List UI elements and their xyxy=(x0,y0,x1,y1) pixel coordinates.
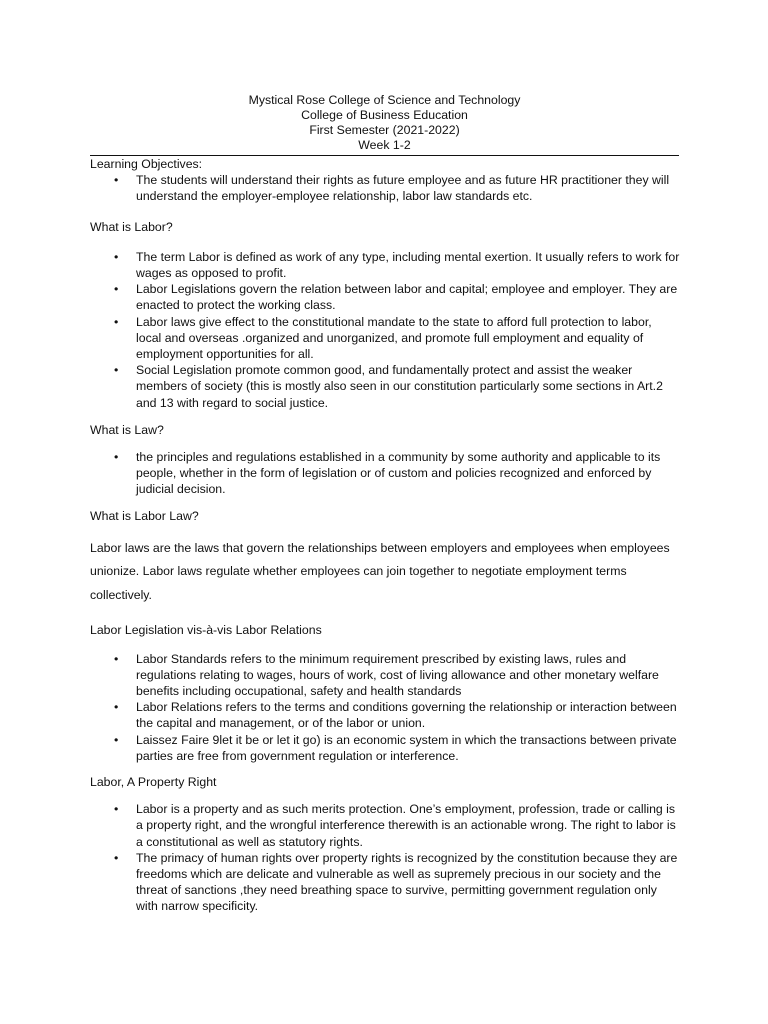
week-label: Week 1-2 xyxy=(358,138,411,152)
section-heading-law: What is Law? xyxy=(90,422,164,437)
law-list xyxy=(90,449,680,498)
section-heading-property: Labor, A Property Right xyxy=(90,774,217,789)
property-list xyxy=(90,801,680,914)
section-heading-legislation: Labor Legislation vis-à-vis Labor Relations xyxy=(90,623,322,638)
bullet-icon: • xyxy=(114,314,119,329)
list-item: • Labor laws give effect to the constitutional mandate to the state to afford full protection to labor, local and overseas .organized and unorganized, and promote full employment and equality of employment opportunities for all. xyxy=(114,314,652,362)
list-item: • The students will understand their rights as future employee and as future HR practitioner they will understand the employer-employee relationship, labor law standards etc. xyxy=(114,173,670,204)
college-name: Mystical Rose College of Science and Technology xyxy=(248,93,521,107)
objectives-list xyxy=(90,172,680,204)
bullet-icon: • xyxy=(114,850,119,865)
department-name: College of Business Education xyxy=(301,108,468,122)
list-item: • Labor is a property and as such merits protection. One’s employment, profession, trade or calling is a property right, and the wrongful interference therewith is an actionable wrong. The right to labor is a constitutional as well as statutory rights. xyxy=(114,802,676,849)
list-item: • the principles and regulations established in a community by some authority and applicable to its people, whether in the form of legislation or of custom and policies recognized and enforced by judicial decision. xyxy=(114,450,661,497)
bullet-icon: • xyxy=(114,700,119,715)
bullet-icon: • xyxy=(114,282,119,297)
document-header xyxy=(90,93,679,153)
bullet-icon: • xyxy=(114,802,119,817)
bullet-icon: • xyxy=(114,732,119,747)
list-item: • The primacy of human rights over property rights is recognized by the constitution because they are freedoms which are delicate and vulnerable as well as supremely precious in our society and the threat of sanctions ,they need breathing space to survive, permitting government regulation only with narrow specificity. xyxy=(114,850,678,914)
list-item: • The term Labor is defined as work of any type, including mental exertion. It usually refers to work for wages as opposed to profit. xyxy=(114,249,680,281)
section-heading-objectives: Learning Objectives: xyxy=(90,157,203,171)
bullet-icon: • xyxy=(114,651,119,666)
section-heading-labor-law: What is Labor Law? xyxy=(90,508,199,523)
section-heading-labor: What is Labor? xyxy=(90,219,173,234)
bullet-icon: • xyxy=(114,173,119,188)
bullet-icon: • xyxy=(114,450,119,465)
bullet-icon: • xyxy=(114,249,119,264)
labor-list xyxy=(90,249,680,411)
list-item: • Labor Legislations govern the relation between labor and capital; employee and employer. They are enacted to protect the working class. xyxy=(114,282,678,313)
list-item: • Labor Relations refers to the terms and conditions governing the relationship or interaction between the capital and management, or of the labor or union. xyxy=(114,700,677,731)
list-item: • Social Legislation promote common good, and fundamentally protect and assist the weaker members of society (this is mostly also seen in our constitution particularly some sections in Art.2 and 13 with regard to social justice. xyxy=(114,363,663,410)
list-item: • Labor Standards refers to the minimum requirement prescribed by existing laws, rules and regulations relating to wages, hours of work, cost of living allowance and other monetary welfare benefits including occupational, safety and health standards xyxy=(114,651,659,698)
list-item: • Laissez Faire 9let it be or let it go) is an economic system in which the transactions between private parties are free from government regulation or interference. xyxy=(114,732,677,763)
labor-law-paragraph: Labor laws are the laws that govern the relationships between employers and employees when employees unionize. Labor laws regulate whether employees can join together to negotiate employment terms collectively. xyxy=(90,540,670,602)
legislation-list xyxy=(90,651,680,764)
document-body xyxy=(90,156,680,915)
bullet-icon: • xyxy=(114,363,119,378)
semester: First Semester (2021-2022) xyxy=(309,123,460,137)
